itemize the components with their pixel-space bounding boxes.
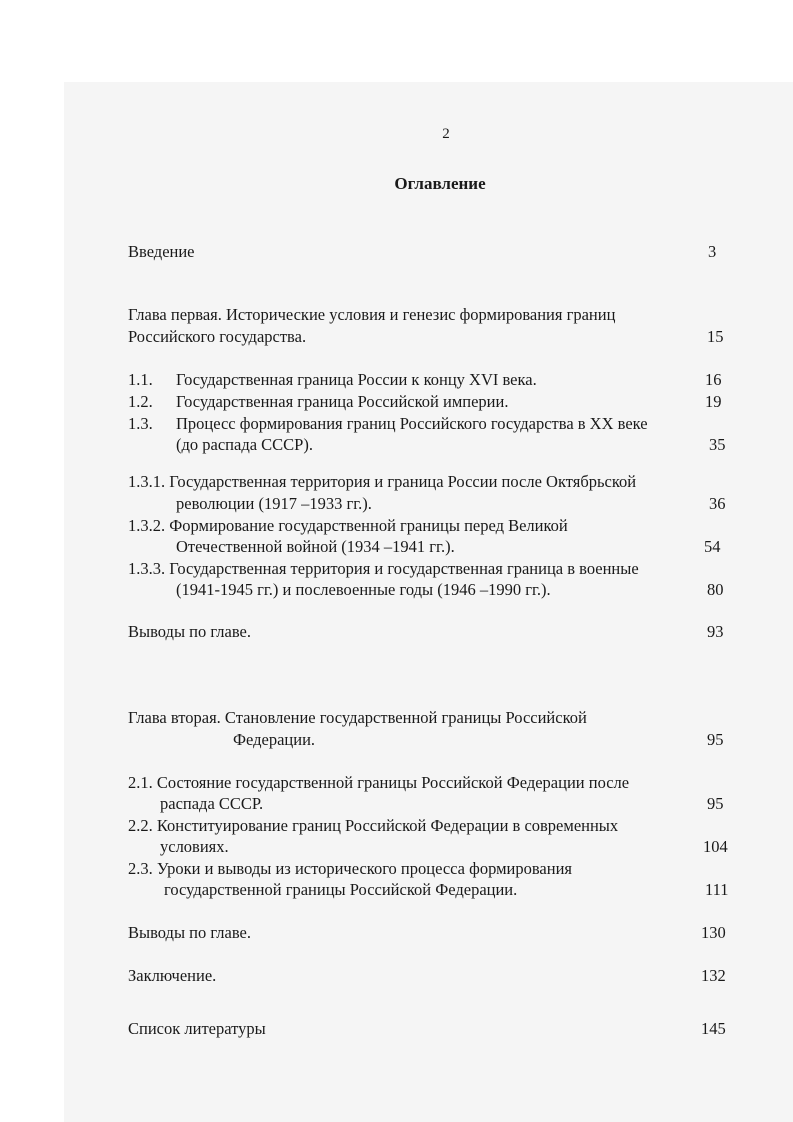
section-label: Государственная граница России к концу XVI века. xyxy=(176,370,537,389)
subsection-label-line2: (1941-1945 гг.) и послевоенные годы (1946 –1990 гг.). xyxy=(176,580,551,599)
chapter2-page: 95 xyxy=(707,730,724,749)
toc-entry-conclusion-page: 132 xyxy=(701,966,726,985)
chapter1-conclusions-label: Выводы по главе. xyxy=(128,622,251,641)
section-number: 1.3. xyxy=(128,414,153,433)
chapter2-heading-line1: Глава вторая. Становление государственной границы Российской xyxy=(128,708,587,727)
section-label-line1: 2.3. Уроки и выводы из исторического процесса формирования xyxy=(128,859,572,878)
section-number: 1.1. xyxy=(128,370,153,389)
toc-entry-conclusion-label: Заключение. xyxy=(128,966,217,985)
subsection-label-line1: 1.3.3. Государственная территория и государственная граница в военные xyxy=(128,559,639,578)
section-page: 35 xyxy=(709,435,726,454)
subsection-label-line1: 1.3.2. Формирование государственной границы перед Великой xyxy=(128,516,568,535)
section-label-line2: (до распада СССР). xyxy=(176,435,313,454)
section-label-line2: государственной границы Российской Федерации. xyxy=(164,880,518,899)
chapter1-page: 15 xyxy=(707,327,724,346)
chapter2-heading-line2: Федерации. xyxy=(233,730,316,749)
toc-entry-bibliography-page: 145 xyxy=(701,1019,726,1038)
subsection-page: 54 xyxy=(704,537,721,556)
section-page: 16 xyxy=(705,370,722,389)
toc-entry-bibliography-label: Список литературы xyxy=(128,1019,266,1038)
section-page: 19 xyxy=(705,392,722,411)
section-page: 104 xyxy=(703,837,728,856)
chapter2-conclusions-label: Выводы по главе. xyxy=(128,923,251,942)
section-number: 1.2. xyxy=(128,392,153,411)
section-page: 111 xyxy=(705,880,729,899)
section-label: Государственная граница Российской империи. xyxy=(176,392,509,411)
toc-entry-intro-label: Введение xyxy=(128,242,195,261)
section-label-line1: 2.2. Конституирование границ Российской Федерации в современных xyxy=(128,816,619,835)
section-label-line2: условиях. xyxy=(160,837,229,856)
page-number: 2 xyxy=(442,126,450,142)
section-page: 95 xyxy=(707,794,724,813)
subsection-label-line1: 1.3.1. Государственная территория и граница России после Октябрьской xyxy=(128,472,637,491)
toc-entry-intro-page: 3 xyxy=(708,242,717,261)
chapter2-conclusions-page: 130 xyxy=(701,923,726,942)
chapter1-conclusions-page: 93 xyxy=(707,622,724,641)
chapter1-heading-line1: Глава первая. Исторические условия и генезис формирования границ xyxy=(128,305,616,324)
page-title: Оглавление xyxy=(394,174,486,193)
chapter1-heading-line2: Российского государства. xyxy=(128,327,307,346)
section-label-line1: 2.1. Состояние государственной границы Российской Федерации после xyxy=(128,773,630,792)
section-label-line1: Процесс формирования границ Российского государства в XX веке xyxy=(176,414,648,433)
subsection-label-line2: революции (1917 –1933 гг.). xyxy=(176,494,372,513)
subsection-page: 36 xyxy=(709,494,726,513)
subsection-page: 80 xyxy=(707,580,724,599)
section-label-line2: распада СССР. xyxy=(160,794,264,813)
subsection-label-line2: Отечественной войной (1934 –1941 гг.). xyxy=(176,537,455,556)
